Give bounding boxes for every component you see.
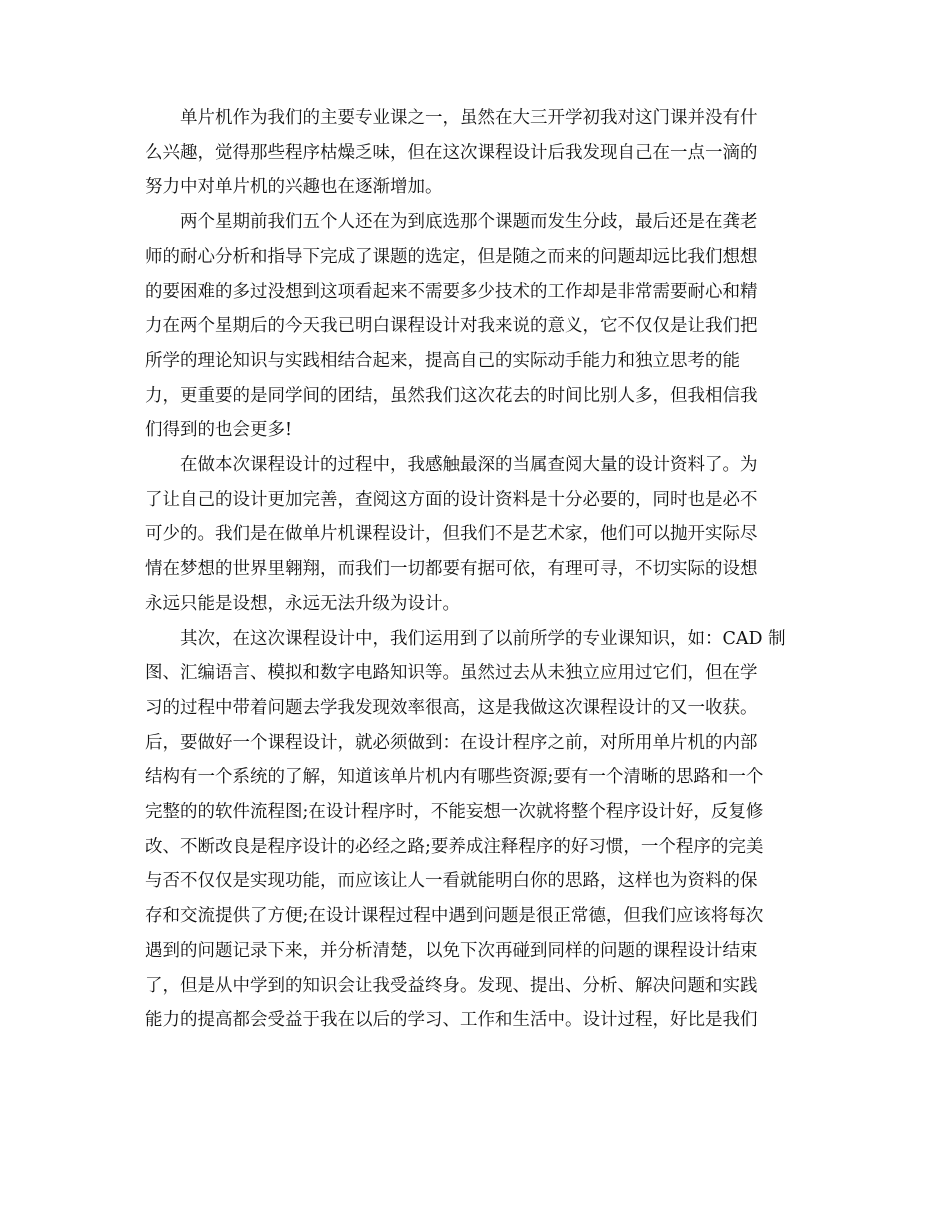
text-line: 了，但是从中学到的知识会让我受益终身。发现、提出、分析、解决问题和实践: [145, 975, 758, 996]
text-line: 在做本次课程设计的过程中，我感触最深的当属查阅大量的设计资料了。为: [180, 455, 758, 475]
text-line: 的要困难的多过没想到这项看起来不需要多少技术的工作却是非常需要耐心和精: [145, 281, 758, 302]
text-line: 图、汇编语言、模拟和数字电路知识等。虽然过去从未独立应用过它们，但在学: [145, 663, 758, 684]
text-line: 其次，在这次课程设计中，我们运用到了以前所学的专业课知识，如：CAD 制: [180, 628, 786, 649]
text-line: 后，要做好一个课程设计，就必须做到：在设计程序之前，对所用单片机的内部: [145, 732, 758, 753]
text-line: 与否不仅仅是实现功能，而应该让人一看就能明白你的思路，这样也为资料的保: [145, 871, 758, 892]
text-line: 完整的的软件流程图;在设计程序时，不能妄想一次就将整个程序设计好，反复修: [145, 802, 764, 822]
text-line: 么兴趣，觉得那些程序枯燥乏味，但在这次课程设计后我发现自己在一点一滴的: [145, 142, 758, 163]
text-line: 努力中对单片机的兴趣也在逐渐增加。: [145, 177, 443, 198]
text-line: 可少的。我们是在做单片机课程设计，但我们不是艺术家，他们可以抛开实际尽: [145, 524, 758, 545]
text-line: 单片机作为我们的主要专业课之一，虽然在大三开学初我对这门课并没有什: [180, 108, 758, 128]
text-line: 了让自己的设计更加完善，查阅这方面的设计资料是十分必要的，同时也是必不: [145, 489, 758, 510]
text-line: 们得到的也会更多!: [145, 420, 293, 441]
text-line: 存和交流提供了方便;在设计课程过程中遇到问题是很正常德，但我们应该将每次: [145, 906, 764, 927]
text-line: 习的过程中带着问题去学我发现效率很高，这是我做这次课程设计的又一收获。: [145, 697, 758, 718]
text-line: 永远只能是设想，永远无法升级为设计。: [145, 593, 460, 614]
text-line: 力，更重要的是同学间的团结，虽然我们这次花去的时间比别人多，但我相信我: [145, 385, 758, 406]
text-line: 师的耐心分析和指导下完成了课题的选定，但是随之而来的问题却远比我们想想: [145, 246, 758, 267]
text-line: 所学的理论知识与实践相结合起来，提高自己的实际动手能力和独立思考的能: [145, 350, 740, 371]
text-line: 能力的提高都会受益于我在以后的学习、工作和生活中。设计过程，好比是我们: [145, 1010, 758, 1031]
text-line: 两个星期前我们五个人还在为到底选那个课题而发生分歧，最后还是在龚老: [180, 212, 758, 233]
text-line: 改、不断改良是程序设计的必经之路;要养成注释程序的好习惯，一个程序的完美: [145, 836, 764, 857]
text-line: 情在梦想的世界里翱翔，而我们一切都要有据可依，有理可寻，不切实际的设想: [145, 559, 758, 580]
text-line: 遇到的问题记录下来，并分析清楚，以免下次再碰到同样的问题的课程设计结束: [145, 940, 758, 961]
text-line: 力在两个星期后的今天我已明白课程设计对我来说的意义，它不仅仅是让我们把: [145, 316, 758, 337]
text-line: 结构有一个系统的了解，知道该单片机内有哪些资源;要有一个清晰的思路和一个: [145, 767, 764, 788]
